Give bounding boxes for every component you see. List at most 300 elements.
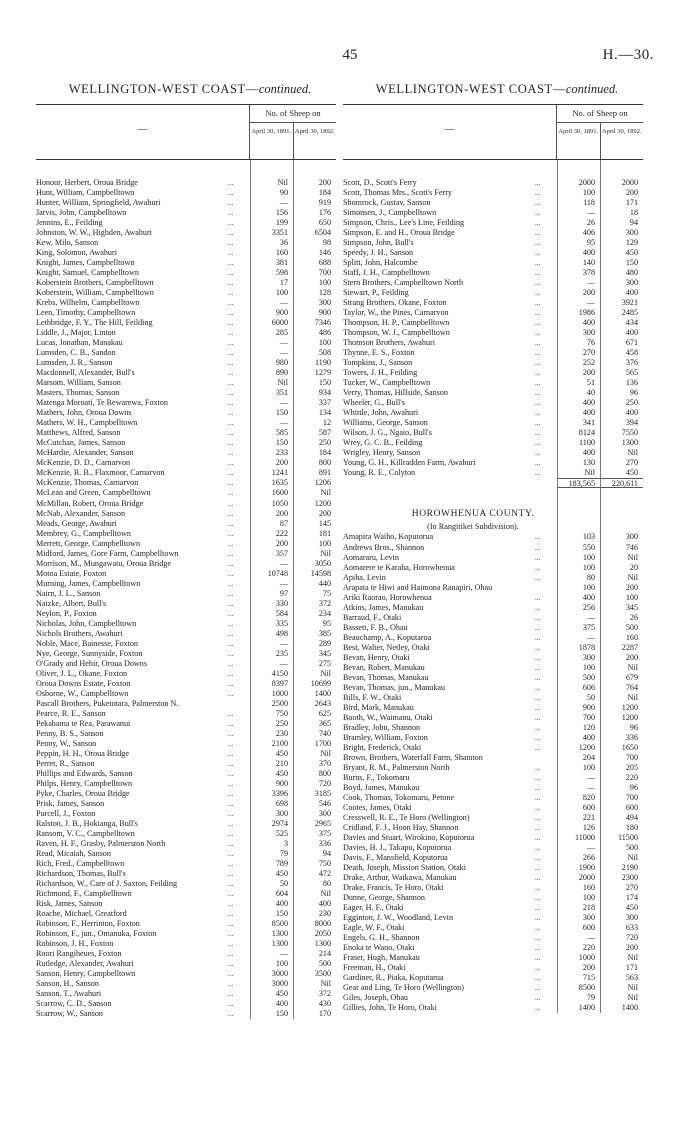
sheep-1891: 400 — [275, 999, 288, 1009]
owner-name: Egginton, J. W., Woodland, Levin — [343, 913, 454, 923]
leader-dots: ... — [535, 379, 541, 388]
owner-name: Krebs, Wilhelm, Campbelltown — [36, 298, 140, 308]
owner-name: Speedy, J. H., Sanson — [343, 248, 414, 258]
table-row — [36, 218, 336, 228]
owner-name: Johnston, W. W., Highden, Awahuri — [36, 228, 152, 238]
owner-name: Nichols Brothers, Awahuri — [36, 628, 123, 638]
owner-name: Jennins, E., Feilding — [36, 218, 103, 228]
sheep-1892: 176 — [318, 208, 331, 218]
leader-dots: ... — [535, 803, 541, 812]
owner-name: McKenzie, Thomas, Carnarvon — [36, 478, 139, 488]
leader-dots: ... — [228, 960, 234, 969]
sheep-count-header — [250, 105, 336, 159]
leader-dots: ... — [228, 689, 234, 698]
owner-name: Knight, James, Campbelltown — [36, 258, 135, 268]
table-row — [343, 873, 643, 883]
leader-dots: ... — [228, 249, 234, 258]
owner-name: Penny, W., Sanson — [36, 738, 97, 748]
leader-dots: ... — [535, 954, 541, 963]
owner-name: Purcell, J., Foxton — [36, 808, 96, 818]
sheep-1892: 650 — [318, 218, 331, 228]
sheep-1892: 100 — [318, 278, 331, 288]
sheep-1891: 100 — [582, 188, 595, 198]
owner-name: Williams, George, Sanson — [343, 418, 428, 428]
leader-dots: ... — [535, 389, 541, 398]
leader-dots: ... — [228, 449, 234, 458]
sheep-1892: 300 — [318, 808, 331, 818]
leader-dots: ... — [535, 329, 541, 338]
sheep-1892: 1206 — [314, 478, 331, 488]
leader-dots: ... — [228, 399, 234, 408]
table-row — [343, 328, 643, 338]
sheep-1891: 450 — [275, 748, 288, 758]
leader-dots: ... — [535, 703, 541, 712]
sheep-1891: 600 — [582, 802, 595, 812]
owner-name: Whittle, John, Awahuri — [343, 408, 419, 418]
sheep-1892: 700 — [625, 752, 638, 762]
sheep-1892: 450 — [625, 248, 638, 258]
sheep-1892: 200 — [625, 943, 638, 953]
sheep-1891: — — [586, 632, 595, 642]
owner-name: Scarrow, C. D., Sanson — [36, 999, 112, 1009]
sheep-1892: 100 — [318, 338, 331, 348]
sheep-1891: 3 — [283, 839, 288, 849]
leader-dots: ... — [535, 339, 541, 348]
year-1891-header: April 30, 1891. — [557, 123, 601, 159]
leader-dots: ... — [535, 673, 541, 682]
owner-name: Scott, D., Scott's Ferry — [343, 178, 417, 187]
leader-dots: ... — [535, 733, 541, 742]
owner-name: Tompkins, J., Sanson — [343, 358, 413, 368]
table-row — [343, 973, 643, 983]
leader-dots: ... — [535, 723, 541, 732]
table-row — [36, 979, 336, 989]
leader-dots: ... — [228, 289, 234, 298]
sheep-1891: 220 — [582, 943, 595, 953]
owner-name: Pascall Brothers, Puketotara, Palmerston N. — [36, 698, 179, 708]
right-title-suffix: continued. — [565, 82, 619, 96]
sheep-1892: Nil — [320, 889, 331, 899]
owner-name: Freeman, H., Otaki — [343, 963, 406, 973]
sheep-1892: 205 — [625, 762, 638, 772]
owner-name: Mathers, John, Oroua Downs — [36, 408, 132, 418]
owner-name: Richardson, Thomas, Bull's — [36, 869, 126, 879]
sheep-1891: 604 — [275, 889, 288, 899]
owner-name: Mathers, W. H., Campbelltown — [36, 418, 138, 428]
sheep-1891: 100 — [582, 552, 595, 562]
leader-dots: ... — [228, 499, 234, 508]
table-row — [343, 358, 643, 368]
owner-name: Thompson, H. P., Campbelltown — [343, 318, 450, 328]
leader-dots: ... — [228, 639, 234, 648]
table-row — [36, 799, 336, 809]
table-row — [36, 699, 336, 709]
sheep-1892: 400 — [625, 408, 638, 418]
sheep-1891: — — [586, 208, 595, 218]
leader-dots: ... — [228, 389, 234, 398]
sheep-1891: — — [586, 298, 595, 308]
leader-dots: ... — [535, 249, 541, 258]
table-row — [343, 953, 643, 963]
table-row — [36, 408, 336, 418]
sheep-1892: 95 — [322, 618, 331, 628]
table-row — [36, 539, 336, 549]
sheep-1891: 498 — [275, 628, 288, 638]
owner-name: Young, G. H., Killradden Farm, Awahuri — [343, 458, 476, 468]
sheep-1891: 250 — [275, 718, 288, 728]
leader-dots: ... — [228, 519, 234, 528]
sheep-1892: 275 — [318, 658, 331, 668]
right-table-body — [343, 178, 643, 1013]
leader-dots: ... — [535, 319, 541, 328]
table-row — [343, 188, 643, 198]
owner-name: Bevan, Thomas, jun., Manukau — [343, 682, 446, 692]
sheep-1892: 100 — [318, 538, 331, 548]
table-row — [343, 238, 643, 248]
table-row — [343, 943, 643, 953]
sheep-1891: 400 — [275, 899, 288, 909]
leader-dots: ... — [228, 729, 234, 738]
leader-dots: ... — [228, 629, 234, 638]
sheep-1891: 1986 — [578, 308, 595, 318]
owner-name: Bramley, William, Foxton — [343, 732, 428, 742]
sheep-1892: Nil — [627, 572, 638, 582]
owner-name: Fraser, Hugh, Manukau — [343, 953, 420, 963]
table-row — [343, 733, 643, 743]
owner-name: Barraud, F., Otaki — [343, 612, 402, 622]
sheep-1892: 136 — [625, 378, 638, 388]
leader-dots: ... — [535, 573, 541, 582]
owner-name: Midford, James, Gore Farm, Campbelltown — [36, 548, 179, 558]
owner-name: Eagle, W. F., Otaki — [343, 923, 405, 933]
leader-dots: ... — [535, 833, 541, 842]
sheep-1892: 3500 — [314, 969, 331, 979]
sheep-1892: 376 — [625, 358, 638, 368]
table-row — [36, 468, 336, 478]
table-row — [36, 949, 336, 959]
table-row — [36, 769, 336, 779]
table-row — [36, 639, 336, 649]
owner-name: Rutledge, Alexander, Awahuri — [36, 959, 134, 969]
table-row — [343, 258, 643, 268]
table-row — [343, 468, 643, 478]
leader-dots: ... — [228, 930, 234, 939]
table-row — [343, 803, 643, 813]
table-row — [36, 629, 336, 639]
owner-name: Meads, George, Awahuri — [36, 518, 117, 528]
sheep-1891: 8500 — [578, 983, 595, 993]
sheep-1892: 200 — [625, 582, 638, 592]
table-row — [36, 348, 336, 358]
table-row — [343, 773, 643, 783]
leader-dots: ... — [535, 553, 541, 562]
table-row — [36, 829, 336, 839]
sheep-1892: 145 — [318, 518, 331, 528]
sheep-1891: — — [586, 782, 595, 792]
left-column-title — [44, 82, 336, 97]
owner-name: Cresswell, R. E., Te Horo (Wellington) — [343, 812, 470, 822]
sheep-1891: 400 — [582, 408, 595, 418]
table-row — [343, 963, 643, 973]
table-row — [343, 603, 643, 613]
leader-dots: ... — [535, 429, 541, 438]
owner-name: Liddle, J., Major, Linton — [36, 328, 116, 338]
table-row — [343, 843, 643, 853]
owner-name: Oliver, J. L., Okane, Foxton — [36, 668, 128, 678]
table-row — [36, 869, 336, 879]
leader-dots: ... — [228, 619, 234, 628]
table-row — [36, 999, 336, 1009]
sheep-1891: — — [279, 949, 288, 959]
sheep-1892: Nil — [320, 548, 331, 558]
sheep-1892: 220 — [625, 772, 638, 782]
owner-name: Shomrock, Gustav, Sanson — [343, 198, 431, 208]
leader-dots: ... — [535, 813, 541, 822]
sheep-1891: 750 — [275, 708, 288, 718]
leader-dots: ... — [228, 850, 234, 859]
owner-name: Cook, Thomas, Tokomaru, Petone — [343, 792, 455, 802]
leader-dots: ... — [228, 870, 234, 879]
sheep-1892: 563 — [625, 973, 638, 983]
table-row — [36, 749, 336, 759]
leader-dots: ... — [228, 579, 234, 588]
table-row — [36, 228, 336, 238]
sheep-1892: 375 — [318, 829, 331, 839]
owner-name: Knight, Samuel, Campbelltown — [36, 268, 139, 278]
leader-dots: ... — [535, 783, 541, 792]
sheep-1892: 1700 — [314, 738, 331, 748]
sheep-1892: 2643 — [314, 698, 331, 708]
table-row — [343, 308, 643, 318]
table-row — [343, 683, 643, 693]
left-title-suffix: continued. — [258, 82, 312, 96]
owner-name: Eager, H. F., Otaki — [343, 903, 404, 913]
sheep-1892: 184 — [318, 448, 331, 458]
leader-dots: ... — [535, 189, 541, 198]
owner-name: Davis, F., Mansfield, Koputorua — [343, 852, 448, 862]
leader-dots: ... — [535, 934, 541, 943]
table-row — [36, 959, 336, 969]
sheep-1891: 200 — [582, 288, 595, 298]
table-row — [36, 448, 336, 458]
sheep-count-header — [557, 105, 643, 159]
owner-name: King, Solomon, Awahuri — [36, 248, 117, 258]
sheep-1891: 1900 — [578, 863, 595, 872]
leader-dots: ... — [228, 719, 234, 728]
sheep-1891: 11000 — [574, 832, 595, 842]
leader-dots: ... — [228, 189, 234, 198]
table-row — [343, 893, 643, 903]
table-row — [343, 743, 643, 753]
sheep-1891: 1000 — [271, 688, 288, 698]
owner-name: Apiha, Levin — [343, 572, 386, 582]
leader-dots: ... — [228, 950, 234, 959]
leader-dots: ... — [535, 533, 541, 542]
leader-dots: ... — [535, 239, 541, 248]
sheep-1892: Nil — [627, 953, 638, 963]
leader-dots: ... — [228, 649, 234, 658]
owner-name: Thomson Brothers, Awahuri — [343, 338, 436, 348]
leader-dots: ... — [228, 479, 234, 488]
table-row — [36, 759, 336, 769]
sheep-1891: 500 — [582, 672, 595, 682]
sheep-1891: 1300 — [271, 939, 288, 949]
owner-name: Boyd, James, Manukau — [343, 782, 420, 792]
sheep-1891: — — [586, 933, 595, 943]
leader-dots: ... — [228, 259, 234, 268]
sheep-1892: 14598 — [310, 568, 331, 578]
sheep-1892: 300 — [625, 913, 638, 923]
sheep-1891: 450 — [275, 989, 288, 999]
sheep-1892: 2050 — [314, 929, 331, 939]
owner-name: Bryant, R. M., Palmerston North — [343, 762, 450, 772]
leader-dots: ... — [535, 914, 541, 923]
owner-name: Drake, Arthur, Waikawa, Manukau — [343, 873, 457, 883]
leader-dots: ... — [228, 339, 234, 348]
table-row — [343, 388, 643, 398]
leader-dots: ... — [535, 459, 541, 468]
leader-dots: ... — [535, 683, 541, 692]
leader-dots: ... — [228, 419, 234, 428]
leader-dots: ... — [228, 880, 234, 889]
table-row — [343, 1003, 643, 1013]
sheep-1892: 1200 — [314, 498, 331, 508]
owner-name: Neylon, P., Foxton — [36, 608, 97, 618]
left-table-body — [36, 178, 336, 1019]
sheep-1892: 250 — [318, 438, 331, 448]
table-row — [36, 499, 336, 509]
sheep-1892: Nil — [627, 692, 638, 702]
sheep-1891: 598 — [275, 268, 288, 278]
year-1892-header: April 30, 1892. — [294, 128, 335, 135]
sheep-1891: 400 — [582, 398, 595, 408]
sheep-1892: Nil — [320, 488, 331, 498]
sheep-1891: 351 — [275, 388, 288, 398]
leader-dots: ... — [535, 924, 541, 933]
sheep-1892: 764 — [625, 682, 638, 692]
owner-name: Nye, George, Sunnyside, Foxton — [36, 648, 143, 658]
owner-name: Tucker, W., Campbelltown — [343, 378, 431, 388]
owner-name: Thynne, E. S., Foxton — [343, 348, 415, 358]
sheep-1892: Nil — [320, 979, 331, 989]
owner-name: Lucas, Jonathan, Manakau — [36, 338, 123, 348]
sheep-1891: — — [279, 658, 288, 668]
sheep-1892: 270 — [625, 458, 638, 468]
sheep-1892: 289 — [318, 638, 331, 648]
leader-dots: ... — [535, 219, 541, 228]
sheep-1891: 100 — [582, 762, 595, 772]
leader-dots: ... — [228, 749, 234, 758]
sheep-1891: 100 — [582, 662, 595, 672]
table-row — [343, 228, 643, 238]
table-row — [343, 923, 643, 933]
leader-dots: ... — [228, 199, 234, 208]
no-of-sheep-label: No. of Sheep on — [557, 105, 643, 123]
leader-dots: ... — [228, 609, 234, 618]
sheep-1891: 900 — [275, 778, 288, 788]
right-table-header — [343, 104, 643, 160]
owner-name: Oroua Downs Estate, Foxton — [36, 678, 131, 688]
table-row — [36, 609, 336, 619]
sheep-1892: 372 — [318, 598, 331, 608]
leader-dots: ... — [228, 369, 234, 378]
owner-name: McKenzie, R. B., Flaxmoor, Carnarvon — [36, 468, 165, 478]
leader-dots: ... — [228, 940, 234, 949]
sheep-1892: 200 — [318, 508, 331, 518]
leader-dots: ... — [535, 439, 541, 448]
table-row — [36, 859, 336, 869]
sheep-1892: 94 — [322, 849, 331, 859]
sheep-1892: 2000 — [621, 178, 638, 187]
owner-name: Bevan, Thomas, Manukau — [343, 672, 429, 682]
sheep-1892: 720 — [625, 933, 638, 943]
sheep-1892: 300 — [625, 532, 638, 542]
leader-dots: ... — [228, 589, 234, 598]
leader-dots: ... — [535, 984, 541, 993]
owner-name: Gillies, John, Te Horo, Otaki — [343, 1003, 437, 1013]
table-row — [343, 428, 643, 438]
table-row — [343, 903, 643, 913]
table-row — [343, 693, 643, 703]
table-row — [343, 278, 643, 288]
sheep-1891: 1100 — [579, 438, 595, 448]
sheep-1891: 1600 — [271, 488, 288, 498]
table-row — [36, 889, 336, 899]
sheep-1892: Nil — [627, 662, 638, 672]
sheep-1891: 8397 — [271, 678, 288, 688]
right-rows-top — [343, 178, 643, 478]
leader-dots: ... — [228, 239, 234, 248]
table-row — [36, 839, 336, 849]
sheep-1892: 565 — [625, 368, 638, 378]
sheep-1891: 606 — [582, 682, 595, 692]
leader-dots: ... — [535, 229, 541, 238]
table-row — [343, 783, 643, 793]
owner-name: McMillan, Robert, Oroua Bridge — [36, 498, 144, 508]
leader-dots: ... — [535, 874, 541, 883]
leader-dots: ... — [228, 349, 234, 358]
table-row — [343, 633, 643, 643]
table-row — [36, 529, 336, 539]
table-row — [343, 178, 643, 188]
sheep-1892: 500 — [625, 842, 638, 852]
table-row — [343, 378, 643, 388]
sheep-1892: 430 — [318, 999, 331, 1009]
owner-name: Sanson, T., Awahuri — [36, 989, 102, 999]
sheep-1891: 300 — [275, 808, 288, 818]
owner-name: Phillips and Edwards, Sanson — [36, 768, 133, 778]
sheep-1892: 1200 — [621, 712, 638, 722]
leader-dots: ... — [535, 603, 541, 612]
sheep-1891: 285 — [275, 328, 288, 338]
sheep-1892: 174 — [625, 893, 638, 903]
sheep-1892: 94 — [629, 218, 638, 228]
sheep-1892: 400 — [625, 288, 638, 298]
owner-name: Richardson, W., Care of J. Saxton, Feilding — [36, 879, 178, 889]
owner-name: Bright, Frederick, Otaki — [343, 742, 422, 752]
leader-dots: ... — [535, 359, 541, 368]
leader-dots: ... — [535, 449, 541, 458]
sheep-1892: 1279 — [314, 368, 331, 378]
sheep-1892: 3921 — [621, 298, 638, 308]
sheep-1891: 820 — [582, 792, 595, 802]
table-row — [343, 593, 643, 603]
owner-name: Booth, W., Waimanu, Otaki — [343, 712, 433, 722]
sheep-1892: 160 — [625, 632, 638, 642]
sheep-1891: 150 — [275, 909, 288, 919]
sheep-1891: — — [279, 558, 288, 568]
leader-dots: ... — [535, 623, 541, 632]
